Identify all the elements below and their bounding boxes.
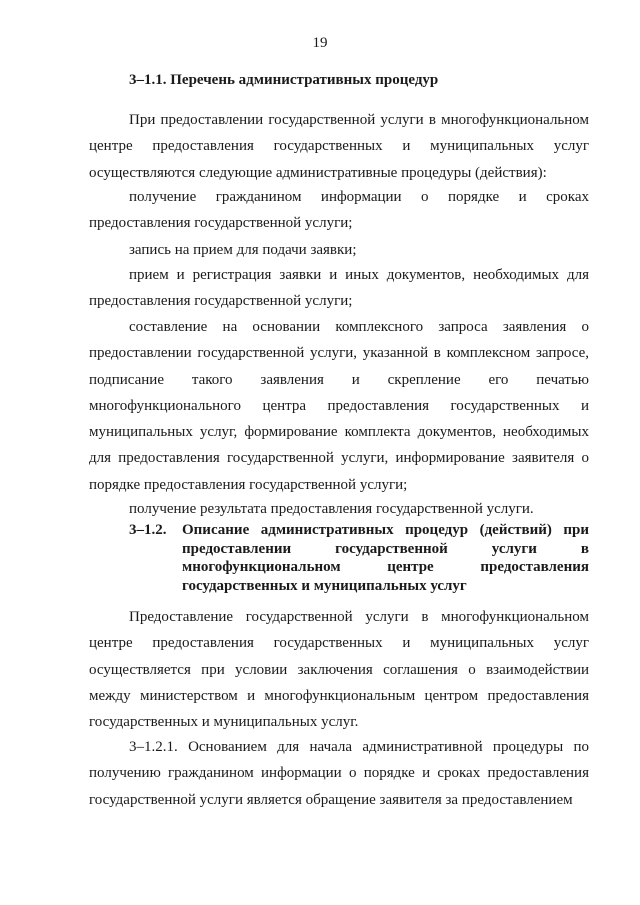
paragraph-procedure-result: получение результата предоставления государственной услуги.: [129, 501, 534, 517]
section-heading-text: Описание административных процедур (действий) при предоставлении государственной услуги в многофункциональном центре предоставления государственных и муниципальных услуг: [182, 522, 589, 594]
section-heading-number: 3–1.2.: [129, 522, 167, 538]
paragraph-3-1-2-1: 3–1.2.1. Основанием для начала административной процедуры по получению гражданином информации о порядке и сроках предоставления государственной услуги является обращение заявителя за предоставлением: [89, 739, 589, 808]
paragraph-procedure-registration: прием и регистрация заявки и иных документов, необходимых для предоставления государственной услуги;: [89, 267, 589, 310]
paragraph-intro: При предоставлении государственной услуги в многофункциональном центре предоставления государственных и муниципальных услуг осуществляются следующие административные процедуры (действия):: [89, 112, 589, 181]
section-heading-3-1-1: 3–1.1. Перечень административных процедур: [129, 72, 439, 88]
section-heading-3-1-2: [129, 521, 589, 595]
paragraph-procedure-info: получение гражданином информации о порядке и сроках предоставления государственной услуги;: [89, 189, 589, 232]
paragraph-procedure-compilation: составление на основании комплексного запроса заявления о предоставлении государственной услуги, указанной в комплексном запросе, подписание такого заявления и скрепление его печатью многофункционального центра предоставления государственных и муниципальных услуг, формирование комплекта документов, необходимых для предоставления государственной услуги, информирование заявителя о порядке предоставления государственной услуги;: [89, 319, 589, 493]
page-number: 19: [312, 35, 328, 51]
paragraph-agreement: Предоставление государственной услуги в многофункциональном центре предоставления государственных и муниципальных услуг осуществляется при условии заключения соглашения о взаимодействии между министерством и многофункциональным центром предоставления государственных и муниципальных услуг.: [89, 609, 589, 731]
paragraph-procedure-appointment: запись на прием для подачи заявки;: [129, 242, 357, 258]
